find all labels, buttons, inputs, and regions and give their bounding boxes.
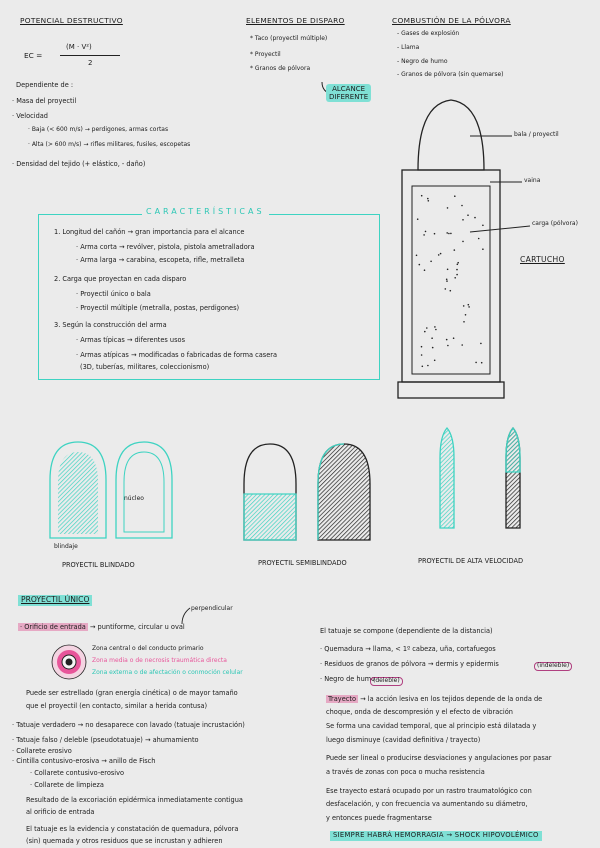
comb-item: - Negro de humo <box>397 58 448 65</box>
powder-dot <box>462 241 464 243</box>
caract-line: · Proyectil múltiple (metralla, postas, perdigones) <box>76 304 240 312</box>
powder-dot <box>481 362 483 364</box>
powder-dot <box>421 195 423 197</box>
trayecto-line <box>326 696 542 704</box>
caracteristicas-title: CARACTERÍSTICAS <box>142 207 269 216</box>
hemorragia-banner: SIEMPRE HABRÁ HEMORRAGIA → SHOCK HIPOVOLÉMICO <box>330 831 542 841</box>
powder-dot <box>446 232 448 234</box>
powder-dot <box>422 366 424 368</box>
comb-item: - Gases de explosión <box>397 30 460 37</box>
tatuaje-body: y entonces puede fragmentarse <box>326 814 432 822</box>
powder-dot <box>434 360 436 362</box>
powder-dot <box>447 269 449 271</box>
powder-dot <box>445 288 447 290</box>
powder-dot <box>468 304 470 306</box>
proyectiles-drawings <box>0 428 600 548</box>
powder-dot <box>450 290 452 292</box>
caract-line: 2. Carga que proyectan en cada disparo <box>54 275 187 283</box>
tatuaje-body: Ese trayecto estará ocupado por un rastro traumatológico con <box>326 787 532 795</box>
proyectil-label: PROYECTIL SEMIBLINDADO <box>258 559 347 567</box>
powder-dot <box>456 274 458 276</box>
tatuaje-item: · Negro de humo <box>320 675 376 683</box>
powder-dot <box>425 231 427 233</box>
unico-body: Resultado de la excoriación epidérmica inmediatamente contigua <box>26 796 243 804</box>
caract-line: 1. Longitud del cañón → gran importancia para el alcance <box>54 228 245 236</box>
blindaje-label: blindaje <box>54 543 78 550</box>
nucleo-label: núcleo <box>124 495 144 502</box>
caract-line: · Armas típicas → diferentes usos <box>76 336 185 344</box>
unico-body: al orificio de entrada <box>26 808 95 816</box>
trayecto-rest: → la acción lesiva en los tejidos depende de la onda de <box>360 695 543 703</box>
powder-dot <box>462 219 464 221</box>
carga-label: carga (pólvora) <box>532 220 578 227</box>
orificio-diagram <box>44 638 94 688</box>
caract-line: · Arma corta → revólver, pistola, pistola ametralladora <box>76 243 255 251</box>
powder-dot <box>448 233 450 235</box>
powder-dot <box>440 253 442 255</box>
indeleble-tag: (indeleble) <box>534 662 572 671</box>
caract-line: · Armas atípicas → modificadas o fabricadas de forma casera <box>76 351 278 359</box>
unico-body: · Cintilla contusivo-erosiva → anillo de Fisch <box>12 757 156 765</box>
powder-dot <box>468 306 470 308</box>
powder-dot <box>430 261 432 263</box>
powder-dot <box>447 345 449 347</box>
tatuaje-item: · Residuos de granos de pólvora → dermis y epidermis <box>320 660 499 668</box>
powder-dot <box>457 264 459 266</box>
dependiente-label: Dependiente de : <box>16 81 74 89</box>
tatuaje-body: Se forma una cavidad temporal, que al principio está dilatada y <box>326 722 537 730</box>
unico-body: · Collarete contusivo-erosivo <box>30 769 125 777</box>
powder-dot <box>438 254 440 256</box>
orificio-rest: → puntiforme, circular u oval <box>89 623 185 631</box>
ec-denominator: 2 <box>88 59 93 67</box>
powder-dot <box>424 269 426 271</box>
powder-dot <box>421 346 423 348</box>
tatuaje-body: a través de zonas con poca o mucha resistencia <box>326 768 485 776</box>
tatuaje-body: desfacelación, y con frecuencia va aumentando su diámetro, <box>326 800 528 808</box>
powder-dot <box>475 362 477 364</box>
dep-item: · Velocidad <box>12 112 48 120</box>
combustion-title: COMBUSTIÓN DE LA PÓLVORA <box>392 16 511 25</box>
powder-dot <box>424 331 426 333</box>
unico-body: · Collarete erosivo <box>12 747 72 755</box>
unico-body: Puede ser estrellado (gran energía cinética) o de mayor tamaño <box>26 689 238 697</box>
powder-dot <box>454 195 456 197</box>
fraction-line <box>60 55 120 56</box>
powder-dot <box>435 329 437 331</box>
elementos-title: ELEMENTOS DE DISPARO <box>246 16 345 25</box>
tatuaje-body: Puede ser lineal o producirse desviaciones y angulaciones por pasar <box>326 754 552 762</box>
unico-body: · Tatuaje falso / deleble (pseudotatuaje) → ahumamiento <box>12 736 199 744</box>
dep-item: · Masa del proyectil <box>12 97 77 105</box>
vel-item: · Alta (> 600 m/s) → rifles militares, fusiles, escopetas <box>28 141 191 148</box>
cartucho-pointers <box>470 128 570 268</box>
elem-item: * Proyectil <box>250 51 281 58</box>
powder-dot <box>467 214 469 216</box>
unico-body: que el proyectil (en contacto, similar a herida contusa) <box>26 702 208 710</box>
powder-dot <box>446 280 448 282</box>
comb-item: - Granos de pólvora (sin quemarse) <box>397 71 504 78</box>
dep-item: · Densidad del tejido (+ elástico, - daño) <box>12 160 146 168</box>
tatuaje-body: choque, onda de descompresión y el efecto de vibración <box>326 708 513 716</box>
powder-dot <box>454 277 456 279</box>
proyectil-label: PROYECTIL DE ALTA VELOCIDAD <box>418 557 524 565</box>
powder-dot <box>463 321 465 323</box>
caract-line: (3D, tuberías, militares, coleccionismo) <box>80 363 210 371</box>
powder-dot <box>463 305 465 307</box>
powder-dot <box>421 354 423 356</box>
trayecto-highlight: Trayecto <box>328 695 357 703</box>
powder-dot <box>447 207 449 209</box>
unico-body: · Collarete de limpieza <box>30 781 104 789</box>
powder-dot <box>434 326 436 328</box>
powder-dot <box>434 233 436 235</box>
zona-media: Zona media o de necrosis traumática directa <box>92 657 227 664</box>
powder-dot <box>428 200 430 202</box>
ec-label: EC = <box>24 51 43 60</box>
tatuaje-title: El tatuaje se compone (dependiente de la distancia) <box>320 627 493 635</box>
powder-dot <box>456 269 458 271</box>
zona-externa: Zona externa o de afectación o conmoción celular <box>92 669 243 676</box>
orificio-highlight: · Orificio de entrada <box>20 623 86 631</box>
unico-body: El tatuaje es la evidencia y constatación de quemadura, pólvora <box>26 825 239 833</box>
powder-dot <box>461 205 463 207</box>
ec-numerator: (M · V²) <box>66 43 92 51</box>
proyectil-label: PROYECTIL BLINDADO <box>62 561 135 569</box>
powder-dot <box>426 327 428 329</box>
powder-dot <box>457 262 459 264</box>
elem-item: * Granos de pólvora <box>250 65 311 72</box>
powder-dot <box>446 339 448 341</box>
cartucho-title: CARTUCHO <box>520 255 565 264</box>
powder-dot <box>454 249 456 251</box>
orificio-line <box>18 624 185 632</box>
powder-dot <box>446 279 448 281</box>
caract-line: · Proyectil único o bala <box>76 290 151 298</box>
vaina-label: vaina <box>524 177 541 184</box>
tatuaje-body: luego disminuye (cavidad definitiva / trayecto) <box>326 736 481 744</box>
powder-dot <box>431 337 433 339</box>
unico-title: PROYECTIL ÚNICO <box>18 595 92 606</box>
alcance-highlight: ALCANCE DIFERENTE <box>326 84 371 102</box>
potencial-title: POTENCIAL DESTRUCTIVO <box>20 16 123 25</box>
unico-body: (sin) quemada y otros residuos que se incrustan y adhieren <box>26 837 223 845</box>
deleble-tag: (deleble) <box>370 677 403 686</box>
caract-line: 3. Según la construcción del arma <box>54 321 167 329</box>
powder-dot <box>427 365 429 367</box>
powder-dot <box>450 233 452 235</box>
powder-dot <box>465 314 467 316</box>
tatuaje-item: · Quemadura → llama, < 1º cabeza, uña, cortafuegos <box>320 645 496 653</box>
vel-item: · Baja (< 600 m/s) → perdigones, armas cortas <box>28 126 169 133</box>
powder-dot <box>480 343 482 345</box>
perp-label: perpendicular <box>191 605 233 612</box>
elem-item: * Taco (proyectil múltiple) <box>250 35 328 42</box>
powder-dot <box>461 344 463 346</box>
powder-dot <box>427 198 429 200</box>
zona-central: Zona central o del conducto primario <box>92 645 204 652</box>
caract-line: · Arma larga → carabina, escopeta, rifle, metralleta <box>76 256 245 264</box>
powder-dot <box>419 264 421 266</box>
powder-dot <box>423 234 425 236</box>
bala-label: bala / proyectil <box>514 131 559 138</box>
powder-dot <box>416 255 418 257</box>
powder-dot <box>432 347 434 349</box>
powder-dot <box>417 218 419 220</box>
powder-dot <box>453 337 455 339</box>
comb-item: - Llama <box>397 44 420 51</box>
unico-body: · Tatuaje verdadero → no desaparece con lavado (tatuaje incrustación) <box>12 721 245 729</box>
